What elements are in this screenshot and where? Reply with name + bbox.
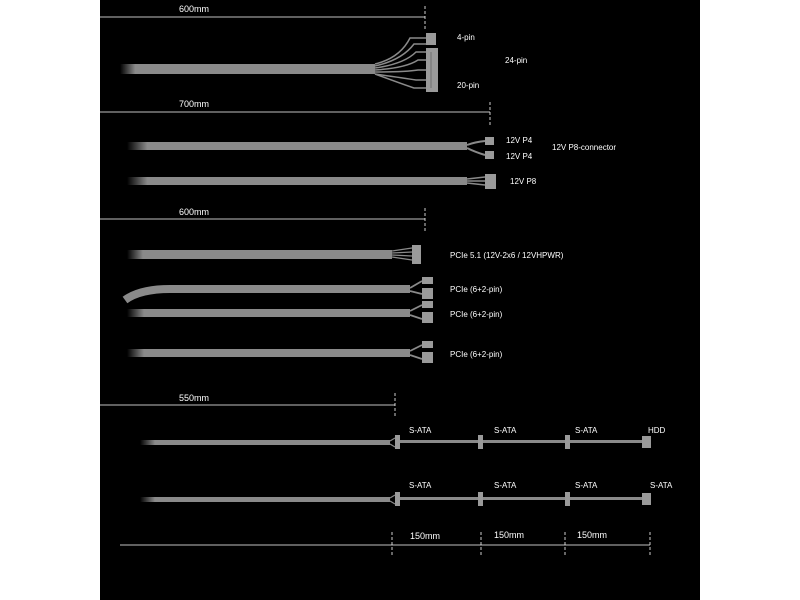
connector-p4-b <box>485 151 494 159</box>
eps-p8-cable <box>127 174 537 189</box>
label-pcie-c: PCIe (6+2-pin) <box>450 350 503 359</box>
pcie51-cable <box>127 245 564 264</box>
segment-label: 150mm <box>577 530 608 540</box>
dimension-label: 600mm <box>179 207 210 217</box>
dimension-700mm <box>100 99 490 125</box>
connector-p4-a <box>485 137 494 145</box>
segment-label: 150mm <box>494 530 525 540</box>
pcie-cable-b <box>127 301 503 323</box>
label-sata: S-ATA <box>494 426 517 435</box>
label-sata: S-ATA <box>494 481 517 490</box>
atx-24pin-cable <box>120 33 527 92</box>
label-p4-a: 12V P4 <box>506 136 533 145</box>
label-p8: 12V P8 <box>510 177 537 186</box>
label-20pin: 20-pin <box>457 81 480 90</box>
label-sata: S-ATA <box>575 426 598 435</box>
connector-pcie-c-2pin <box>422 341 433 348</box>
dimension-label: 600mm <box>179 4 210 14</box>
label-4pin: 4-pin <box>457 33 475 42</box>
label-pcie-b: PCIe (6+2-pin) <box>450 310 503 319</box>
connector-pcie-a-2pin <box>422 277 433 284</box>
dimension-550mm <box>100 393 395 418</box>
connector-4pin <box>426 33 436 45</box>
dimension-600mm-mid <box>100 207 425 232</box>
label-hdd: HDD <box>648 426 666 435</box>
connector-pcie-b-2pin <box>422 301 433 308</box>
cable-diagram-svg <box>100 0 700 600</box>
sata-cable-1 <box>140 426 666 449</box>
connector-p8 <box>485 174 496 189</box>
label-sata: S-ATA <box>575 481 598 490</box>
label-pcie-a: PCIe (6+2-pin) <box>450 285 503 294</box>
label-sata: S-ATA <box>650 481 673 490</box>
dimension-segments <box>120 530 650 555</box>
label-p4-b: 12V P4 <box>506 152 533 161</box>
connector-20pin <box>426 48 438 92</box>
eps-p4p4-cable <box>127 136 616 161</box>
segment-label: 150mm <box>410 531 441 541</box>
connector-pcie-c-6pin <box>422 352 433 363</box>
cable-diagram <box>100 0 700 600</box>
label-pcie51: PCIe 5.1 (12V-2x6 / 12VHPWR) <box>450 251 564 260</box>
connector-pcie-a-6pin <box>422 288 433 299</box>
pcie-cable-a <box>125 277 503 300</box>
label-p8-connector: 12V P8-connector <box>552 143 617 152</box>
dimension-600mm-top <box>100 4 425 30</box>
connector-pcie-b-6pin <box>422 312 433 323</box>
dimension-label: 550mm <box>179 393 210 403</box>
connector-pcie51 <box>412 245 421 264</box>
label-sata: S-ATA <box>409 426 432 435</box>
label-24pin: 24-pin <box>505 56 528 65</box>
pcie-cable-c <box>127 341 503 363</box>
connector-hdd <box>642 436 651 448</box>
dimension-label: 700mm <box>179 99 210 109</box>
sata-cable-2 <box>140 481 673 506</box>
label-sata: S-ATA <box>409 481 432 490</box>
